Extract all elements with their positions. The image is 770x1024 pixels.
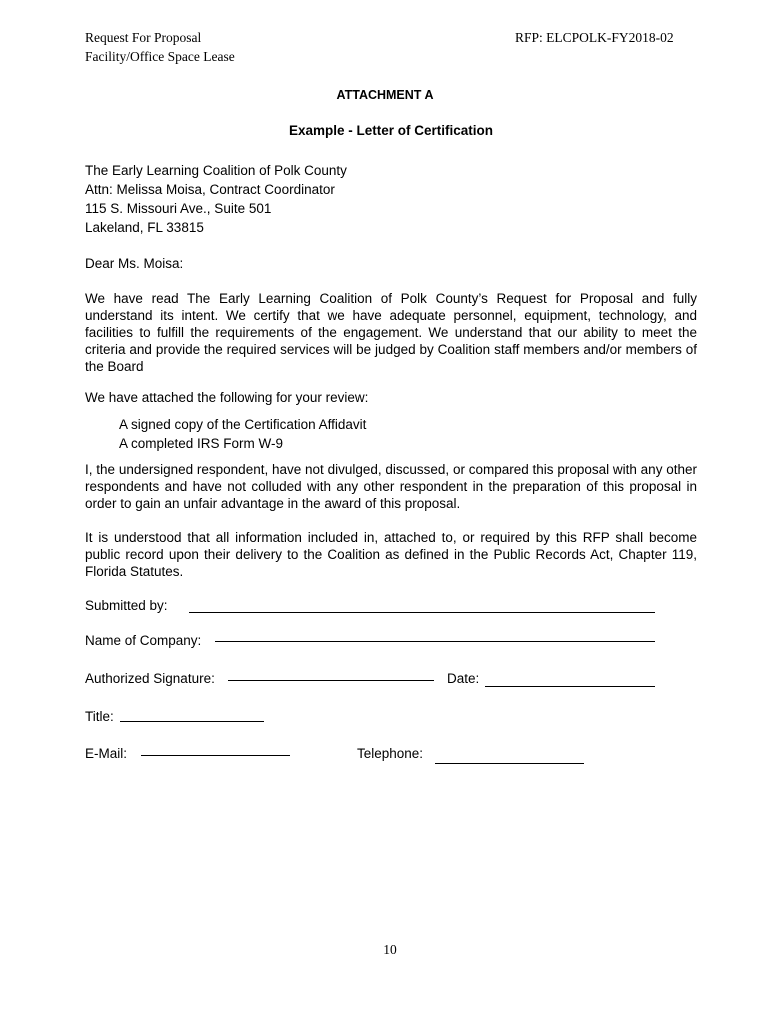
attachments-list bbox=[119, 415, 366, 453]
address-block bbox=[85, 161, 347, 237]
paragraph-certification: We have read The Early Learning Coalition of Polk County’s Request for Proposal and fully understand its intent. We certify that we have adequate personnel, equipment, technology, and facilities to fulfill the requirements of the engagement. We understand that our ability to meet the criteria and provide the required services will be judged by Coalition staff members and/or members of the Board bbox=[85, 291, 697, 374]
address-line: 115 S. Missouri Ave., Suite 501 bbox=[85, 201, 272, 216]
company-name-line[interactable] bbox=[215, 641, 655, 642]
header-left bbox=[85, 28, 235, 66]
attachments-intro: We have attached the following for your review: bbox=[85, 390, 369, 405]
date-line[interactable] bbox=[485, 686, 655, 687]
attachment-label: ATTACHMENT A bbox=[336, 88, 434, 102]
title-line[interactable] bbox=[120, 721, 264, 722]
email-label: E-Mail: bbox=[85, 746, 128, 761]
signature-label: Authorized Signature: bbox=[85, 671, 215, 686]
address-line: Attn: Melissa Moisa, Contract Coordinator bbox=[85, 182, 335, 197]
telephone-label: Telephone: bbox=[357, 746, 424, 761]
date-label: Date: bbox=[447, 671, 480, 686]
address-line: The Early Learning Coalition of Polk County bbox=[85, 163, 347, 178]
paragraph-public-record: It is understood that all information included in, attached to, or required by this RFP shall become public record upon their delivery to the Coalition as defined in the Public Records Act, Chapter 119, Florida Statutes. bbox=[85, 530, 697, 579]
address-line: Lakeland, FL 33815 bbox=[85, 220, 204, 235]
company-name-label: Name of Company: bbox=[85, 633, 202, 648]
telephone-line[interactable] bbox=[435, 763, 584, 764]
submitted-by-line[interactable] bbox=[189, 612, 655, 613]
salutation: Dear Ms. Moisa: bbox=[85, 256, 184, 271]
signature-line[interactable] bbox=[228, 680, 434, 681]
email-line[interactable] bbox=[141, 755, 290, 756]
attachment-item: A signed copy of the Certification Affidavit bbox=[119, 417, 367, 432]
paragraph-non-collusion: I, the undersigned respondent, have not divulged, discussed, or compared this proposal with any other respondents and have not colluded with any other respondent in the preparation of this proposal in order to gain an unfair advantage in the award of this proposal. bbox=[85, 462, 697, 511]
submitted-by-label: Submitted by: bbox=[85, 598, 168, 613]
title-label: Title: bbox=[85, 709, 114, 724]
letter-title: Example - Letter of Certification bbox=[288, 123, 494, 138]
header-rfp-label: Request For Proposal bbox=[85, 30, 202, 45]
header-rfp-subject: Facility/Office Space Lease bbox=[85, 49, 235, 64]
header-rfp-number: RFP: ELCPOLK-FY2018-02 bbox=[515, 30, 674, 45]
attachment-item: A completed IRS Form W-9 bbox=[119, 436, 284, 451]
page-number: 10 bbox=[383, 942, 397, 957]
